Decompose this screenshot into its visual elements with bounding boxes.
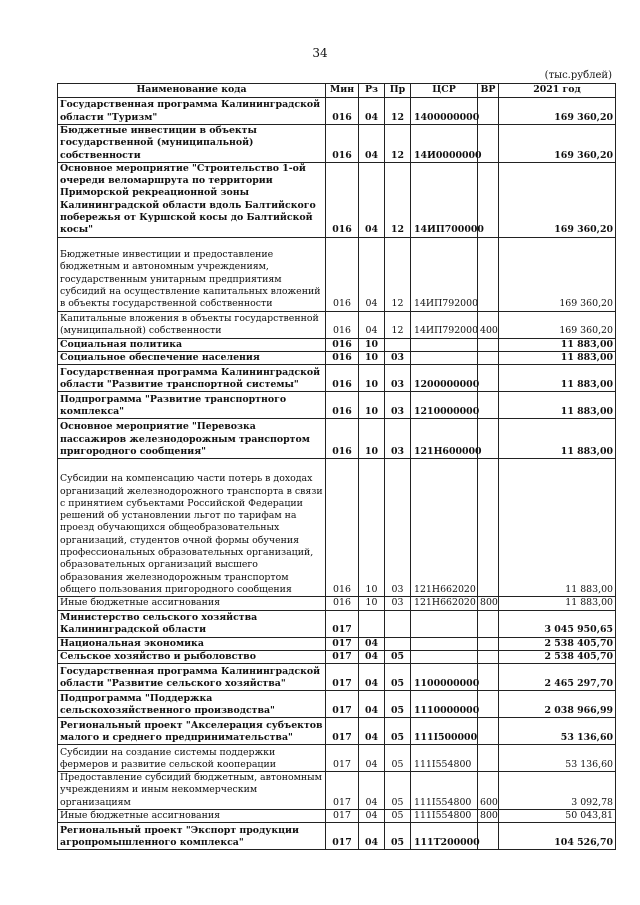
cell-vr — [478, 664, 499, 691]
cell-csr — [411, 351, 478, 364]
cell-pr: 03 — [385, 365, 411, 392]
table-body — [58, 98, 616, 850]
cell-vr — [478, 823, 499, 850]
cell-csr — [411, 650, 478, 663]
cell-vr — [478, 691, 499, 718]
cell-pr: 05 — [385, 745, 411, 772]
cell-rz: 04 — [359, 718, 385, 745]
cell-rz: 10 — [359, 365, 385, 392]
cell-min: 016 — [326, 98, 359, 125]
header-csr: ЦСР — [411, 84, 478, 98]
cell-pr: 05 — [385, 664, 411, 691]
cell-csr: 1400000000 — [411, 98, 478, 125]
cell-pr: 03 — [385, 459, 411, 597]
cell-name: Социальная политика — [58, 338, 326, 351]
table-row — [58, 610, 616, 637]
cell-name: Бюджетные инвестиции в объекты государственной (муниципальной) собственности — [58, 125, 326, 163]
cell-rz: 10 — [359, 338, 385, 351]
table-row — [58, 162, 616, 237]
cell-amount: 2 538 405,70 — [499, 650, 616, 663]
cell-vr — [478, 745, 499, 772]
cell-rz: 10 — [359, 392, 385, 419]
cell-pr: 03 — [385, 597, 411, 610]
cell-csr: 14ИП792000 — [411, 237, 478, 311]
cell-min: 016 — [326, 311, 359, 338]
cell-name: Государственная программа Калининградской области "Туризм" — [58, 98, 326, 125]
table-row — [58, 125, 616, 163]
cell-rz: 04 — [359, 237, 385, 311]
cell-csr: 14ИП700000 — [411, 162, 478, 237]
cell-amount: 50 043,81 — [499, 810, 616, 823]
header-rz: Рз — [359, 84, 385, 98]
page-number: 34 — [312, 46, 328, 60]
cell-rz: 10 — [359, 459, 385, 597]
cell-amount: 53 136,60 — [499, 718, 616, 745]
cell-vr — [478, 392, 499, 419]
table-row — [58, 338, 616, 351]
table-row — [58, 98, 616, 125]
cell-min: 017 — [326, 810, 359, 823]
cell-rz: 10 — [359, 419, 385, 459]
cell-pr: 05 — [385, 823, 411, 850]
cell-min: 016 — [326, 597, 359, 610]
unit-note: (тыс.рублей) — [544, 70, 612, 81]
cell-amount: 2 038 966,99 — [499, 691, 616, 718]
cell-min: 017 — [326, 637, 359, 650]
cell-rz: 04 — [359, 772, 385, 810]
table-row — [58, 597, 616, 610]
cell-name: Субсидии на создание системы поддержки фермеров и развитие сельской кооперации — [58, 745, 326, 772]
cell-rz: 04 — [359, 691, 385, 718]
cell-amount: 3 045 950,65 — [499, 610, 616, 637]
cell-name: Основное мероприятие "Строительство 1-ой очереди веломаршрута по территории Приморской рекреационной зоны Калининградской области вдоль Балтийского побережья от Куршской косы до Балтийской косы" — [58, 162, 326, 237]
table-row — [58, 810, 616, 823]
cell-rz: 04 — [359, 125, 385, 163]
cell-rz: 10 — [359, 597, 385, 610]
cell-name: Региональный проект "Акселерация субъектов малого и среднего предпринимательства" — [58, 718, 326, 745]
table-row — [58, 311, 616, 338]
table-row — [58, 351, 616, 364]
cell-vr: 800 — [478, 810, 499, 823]
cell-vr: 600 — [478, 772, 499, 810]
cell-rz: 04 — [359, 311, 385, 338]
cell-min: 016 — [326, 162, 359, 237]
table-row — [58, 745, 616, 772]
cell-min: 016 — [326, 392, 359, 419]
cell-amount: 104 526,70 — [499, 823, 616, 850]
cell-csr: 121Н662020 — [411, 597, 478, 610]
cell-csr: 1210000000 — [411, 392, 478, 419]
cell-vr: 400 — [478, 311, 499, 338]
cell-pr: 12 — [385, 125, 411, 163]
cell-vr — [478, 650, 499, 663]
cell-csr: 111T200000 — [411, 823, 478, 850]
cell-vr — [478, 610, 499, 637]
cell-amount: 169 360,20 — [499, 237, 616, 311]
cell-name: Иные бюджетные ассигнования — [58, 597, 326, 610]
cell-vr — [478, 637, 499, 650]
cell-amount: 11 883,00 — [499, 597, 616, 610]
cell-amount: 11 883,00 — [499, 419, 616, 459]
cell-min: 017 — [326, 664, 359, 691]
cell-pr: 03 — [385, 419, 411, 459]
cell-csr: 111I554800 — [411, 810, 478, 823]
cell-amount: 2 538 405,70 — [499, 637, 616, 650]
cell-rz: 10 — [359, 351, 385, 364]
cell-rz: 04 — [359, 650, 385, 663]
cell-amount: 169 360,20 — [499, 98, 616, 125]
cell-pr: 05 — [385, 718, 411, 745]
cell-min: 016 — [326, 419, 359, 459]
cell-name: Региональный проект "Экспорт продукции агропромышленного комплекса" — [58, 823, 326, 850]
table-row — [58, 392, 616, 419]
cell-min: 017 — [326, 718, 359, 745]
cell-min: 017 — [326, 772, 359, 810]
cell-name: Субсидии на компенсацию части потерь в доходах организаций железнодорожного транспорта в связи с принятием субъектами Российской Федерации решений об установлении льгот по тарифам на проезд обучающихся общеобразовательных организаций, студентов очной формы обучения профессиональных образовательных организаций, образовательных организаций высшего образования железнодорожным транспортом общего пользования пригородного сообщения — [58, 459, 326, 597]
cell-amount: 11 883,00 — [499, 392, 616, 419]
cell-csr — [411, 610, 478, 637]
cell-min: 016 — [326, 338, 359, 351]
cell-rz: 04 — [359, 664, 385, 691]
cell-vr — [478, 237, 499, 311]
cell-name: Иные бюджетные ассигнования — [58, 810, 326, 823]
cell-name: Сельское хозяйство и рыболовство — [58, 650, 326, 663]
header-min: Мин — [326, 84, 359, 98]
table-header-row — [58, 84, 616, 98]
cell-pr: 03 — [385, 392, 411, 419]
cell-name: Основное мероприятие "Перевозка пассажиров железнодорожным транспортом пригородного сообщения" — [58, 419, 326, 459]
cell-vr: 800 — [478, 597, 499, 610]
cell-amount: 169 360,20 — [499, 125, 616, 163]
cell-rz — [359, 610, 385, 637]
cell-name: Министерство сельского хозяйства Калининградской области — [58, 610, 326, 637]
cell-amount: 11 883,00 — [499, 338, 616, 351]
cell-csr: 111I500000 — [411, 718, 478, 745]
cell-name: Социальное обеспечение населения — [58, 351, 326, 364]
cell-vr — [478, 718, 499, 745]
cell-csr: 14И0000000 — [411, 125, 478, 163]
cell-name: Государственная программа Калининградской области "Развитие транспортной системы" — [58, 365, 326, 392]
cell-vr — [478, 365, 499, 392]
cell-pr: 12 — [385, 98, 411, 125]
cell-rz: 04 — [359, 823, 385, 850]
cell-amount: 11 883,00 — [499, 459, 616, 597]
cell-vr — [478, 351, 499, 364]
cell-vr — [478, 459, 499, 597]
cell-min: 017 — [326, 650, 359, 663]
cell-min: 017 — [326, 691, 359, 718]
cell-pr — [385, 637, 411, 650]
cell-csr: 111I554800 — [411, 745, 478, 772]
cell-pr: 05 — [385, 810, 411, 823]
header-vr: ВР — [478, 84, 499, 98]
cell-csr: 1200000000 — [411, 365, 478, 392]
cell-min: 016 — [326, 237, 359, 311]
cell-pr: 03 — [385, 351, 411, 364]
cell-name: Государственная программа Калининградской области "Развитие сельского хозяйства" — [58, 664, 326, 691]
table-row — [58, 419, 616, 459]
table-row — [58, 459, 616, 597]
cell-csr: 111I554800 — [411, 772, 478, 810]
cell-csr: 14ИП792000 — [411, 311, 478, 338]
cell-name: Бюджетные инвестиции и предоставление бюджетным и автономным учреждениям, государственным унитарным предприятиям субсидий на осуществление капитальных вложений в объекты государственной собственности — [58, 237, 326, 311]
cell-min: 017 — [326, 745, 359, 772]
cell-min: 016 — [326, 125, 359, 163]
budget-table — [57, 83, 616, 850]
cell-min: 016 — [326, 351, 359, 364]
cell-pr: 12 — [385, 311, 411, 338]
cell-csr: 1110000000 — [411, 691, 478, 718]
cell-csr — [411, 338, 478, 351]
cell-vr — [478, 98, 499, 125]
cell-pr: 12 — [385, 162, 411, 237]
table-row — [58, 772, 616, 810]
cell-rz: 04 — [359, 98, 385, 125]
cell-amount: 169 360,20 — [499, 162, 616, 237]
header-name: Наименование кода — [58, 84, 326, 98]
cell-rz: 04 — [359, 745, 385, 772]
cell-pr: 05 — [385, 772, 411, 810]
cell-pr — [385, 610, 411, 637]
cell-amount: 53 136,60 — [499, 745, 616, 772]
cell-name: Национальная экономика — [58, 637, 326, 650]
cell-amount: 11 883,00 — [499, 365, 616, 392]
cell-rz: 04 — [359, 637, 385, 650]
table-row — [58, 718, 616, 745]
cell-csr: 121Н600000 — [411, 419, 478, 459]
cell-min: 017 — [326, 823, 359, 850]
cell-name: Предоставление субсидий бюджетным, автономным учреждениям и иным некоммерческим организациям — [58, 772, 326, 810]
cell-name: Подпрограмма "Поддержка сельскохозяйственного производства" — [58, 691, 326, 718]
cell-pr: 05 — [385, 691, 411, 718]
header-pr: Пр — [385, 84, 411, 98]
cell-pr: 12 — [385, 237, 411, 311]
cell-name: Подпрограмма "Развитие транспортного комплекса" — [58, 392, 326, 419]
table-row — [58, 237, 616, 311]
table-row — [58, 823, 616, 850]
cell-min: 017 — [326, 610, 359, 637]
table-row — [58, 650, 616, 663]
cell-amount: 11 883,00 — [499, 351, 616, 364]
cell-rz: 04 — [359, 162, 385, 237]
table-row — [58, 365, 616, 392]
cell-name: Капитальные вложения в объекты государственной (муниципальной) собственности — [58, 311, 326, 338]
cell-min: 016 — [326, 459, 359, 597]
cell-csr: 121Н662020 — [411, 459, 478, 597]
cell-pr: 05 — [385, 650, 411, 663]
cell-min: 016 — [326, 365, 359, 392]
table-row — [58, 691, 616, 718]
table-row — [58, 664, 616, 691]
header-year: 2021 год — [499, 84, 616, 98]
table-row — [58, 637, 616, 650]
cell-rz: 04 — [359, 810, 385, 823]
cell-amount: 2 465 297,70 — [499, 664, 616, 691]
cell-amount: 169 360,20 — [499, 311, 616, 338]
cell-csr: 1100000000 — [411, 664, 478, 691]
cell-pr — [385, 338, 411, 351]
cell-vr — [478, 338, 499, 351]
cell-csr — [411, 637, 478, 650]
cell-amount: 3 092,78 — [499, 772, 616, 810]
